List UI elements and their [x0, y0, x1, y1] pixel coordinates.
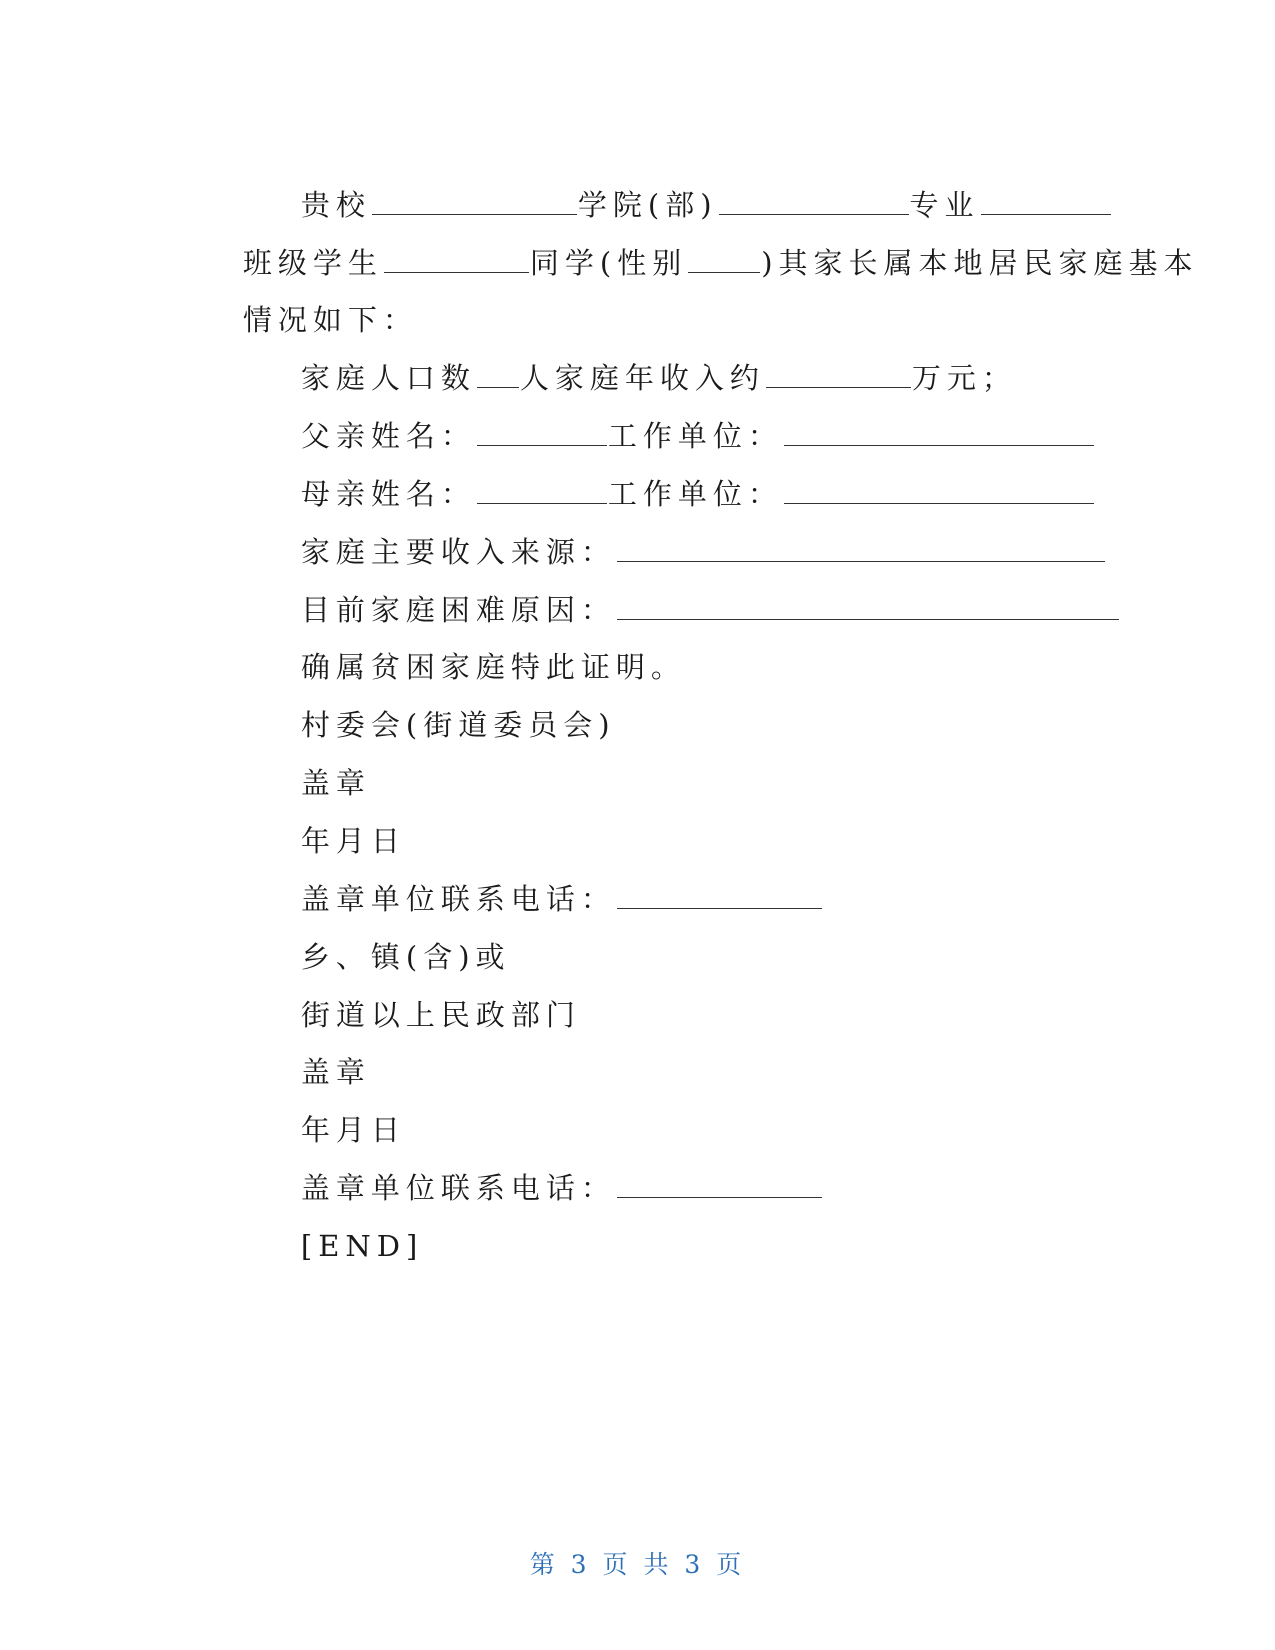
phone-blank-1[interactable] [617, 880, 822, 909]
gender-label: 同学(性别 [529, 246, 688, 280]
situation-text: 情况如下： [242, 303, 418, 337]
hardship-blank[interactable] [617, 591, 1119, 620]
end-marker-line [240, 1186, 423, 1306]
village-committee-text: 村委会(街道委员会) [300, 708, 616, 742]
household-size-label: 家庭人口数 [300, 361, 476, 395]
class-student-label: 班级学生 [242, 246, 383, 280]
end-marker: [END] [300, 1229, 424, 1263]
certify-text: 确属贫困家庭特此证明。 [300, 650, 686, 684]
mother-name-label: 母亲姓名： [300, 477, 476, 511]
major-label: 专业 [909, 188, 980, 222]
phone-label-1: 盖章单位联系电话： [300, 882, 616, 916]
school-label: 贵校 [300, 188, 371, 222]
civil-affairs-text: 街道以上民政部门 [300, 998, 581, 1032]
gender-blank[interactable] [688, 244, 760, 273]
hardship-label: 目前家庭困难原因： [300, 593, 616, 627]
father-name-label: 父亲姓名： [300, 419, 476, 453]
family-intro-text: )其家长属本地居民家庭基本 [761, 246, 1199, 280]
income-source-label: 家庭主要收入来源： [300, 535, 616, 569]
income-label: 人家庭年收入约 [519, 361, 765, 395]
mother-work-label: 工作单位： [607, 477, 783, 511]
township-text: 乡、镇(含)或 [300, 940, 511, 974]
income-unit: 万元； [911, 361, 1017, 395]
seal-text-1: 盖章 [300, 766, 371, 800]
phone-label-2: 盖章单位联系电话： [300, 1171, 616, 1205]
date-text-2: 年月日 [300, 1113, 406, 1147]
seal-text-2: 盖章 [300, 1055, 371, 1089]
page-footer: 第 3 页 共 3 页 [529, 1550, 746, 1579]
father-work-label: 工作单位： [607, 419, 783, 453]
college-label: 学院(部) [577, 188, 718, 222]
date-text-1: 年月日 [300, 824, 406, 858]
phone-blank-2[interactable] [617, 1169, 822, 1198]
